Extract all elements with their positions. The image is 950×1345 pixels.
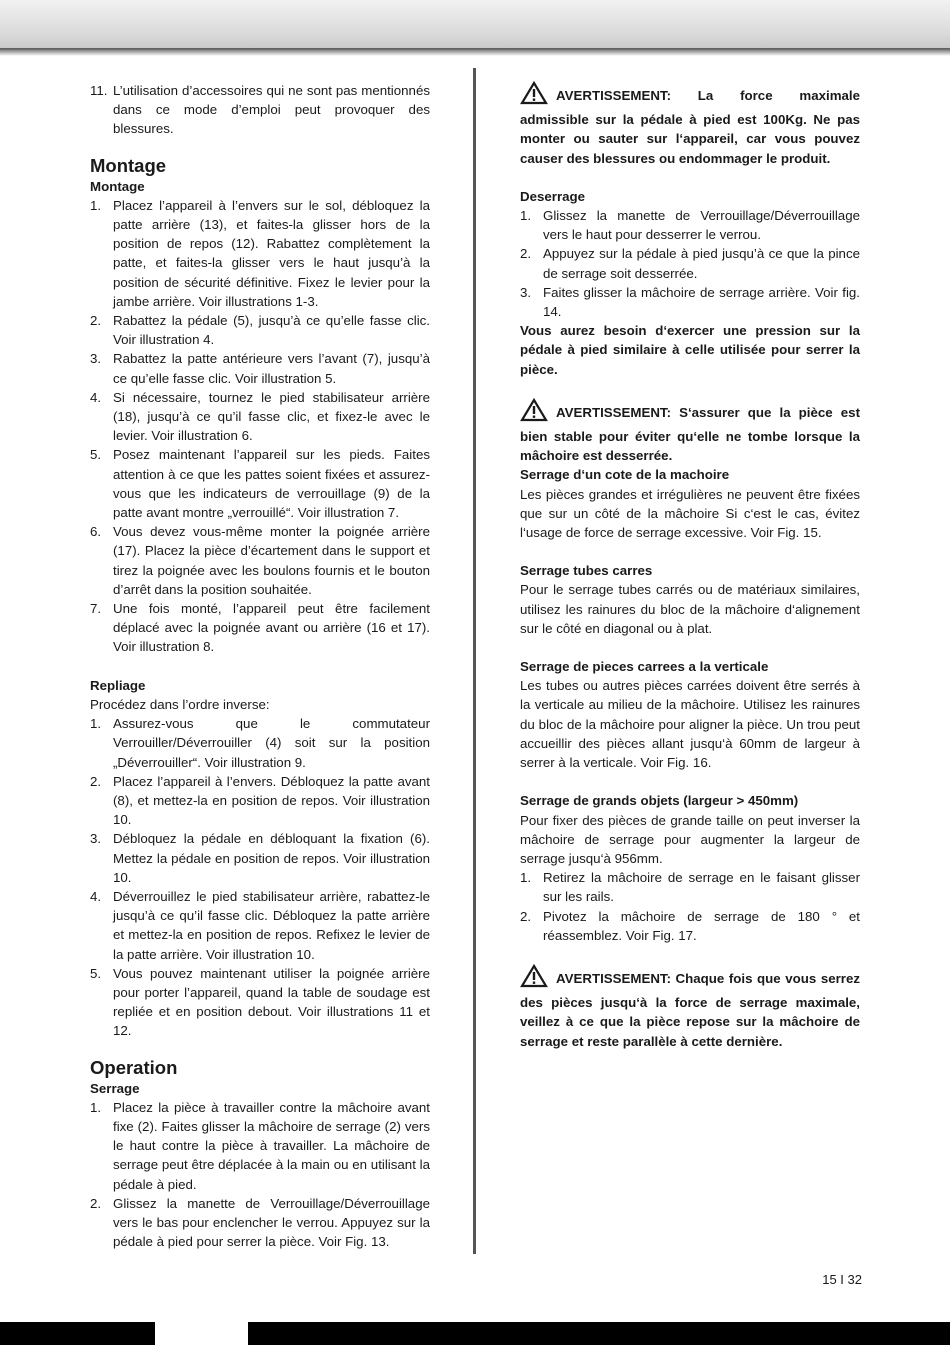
list-item: 1. Placez l’appareil à l’envers sur le sol, débloquez la patte arrière (13), et faites-la glisser hors de la position de repos (12). Rabattez complètement la patte, et faites-la glisser vers le haut jusqu’à la position de sécurité définitive. Fixez le levier pour la jambe arrière. Voir illustrations 1-3. (90, 197, 430, 309)
subheading-cote: Serrage d‘un cote de la machoire (520, 467, 730, 483)
repliage-list (90, 714, 430, 1040)
grands-list (520, 868, 860, 945)
list-item: 4. Déverrouillez le pied stabilisateur arrière, rabattez-le jusqu’à ce qu’il fasse clic. Débloquez la patte arrière et mettez-la en position de repos. Refixez le levier de la patte arrière. Voir illustration 10. (90, 888, 430, 962)
list-item: 1. Assurez-vous que le commutateur Verrouiller/Déverrouiller (4) soit sur la position „Déverrouiller“. Voir illustration 9. (90, 716, 430, 770)
list-item: 7. Une fois monté, l’appareil peut être facilement déplacé avec la poignée avant ou arrière (16 et 17). Voir illustration 8. (90, 601, 430, 655)
paragraph: Pour fixer des pièces de grande taille on peut inverser la mâchoire de serrage pour augmenter la largeur de serrage jusqu‘à 956mm. (520, 812, 860, 866)
serrage-list (90, 1098, 430, 1252)
list-item: 6. Vous devez vous-même monter la poignée arrière (17). Placez la pièce d’écartement dans le support et tirez la poignée avec les boulons fournis et le bouton d’arrêt dans la position souhaitée. (90, 524, 430, 597)
list-item: 2. Rabattez la pédale (5), jusqu’à ce qu’elle fasse clic. Voir illustration 4. (90, 313, 430, 348)
warning-block: AVERTISSEMENT: S‘assurer que la pièce est bien stable pour éviter qu‘elle ne tombe lorsque la mâchoire est desserrée. (520, 398, 860, 466)
list-item: 1. Placez la pièce à travailler contre la mâchoire avant fixe (2). Faites glisser la mâchoire de serrage (2) vers le haut contre la pièce à travailler. La mâchoire de serrage peut être déplacée à la main ou en utilisant la pédale à pied. (90, 1099, 430, 1192)
list-item: 5. Posez maintenant l’appareil sur les pieds. Faites attention à ce que les pattes soient fixées et assurez-vous que les indicateurs de verrouillage (9) de la patte avant montre „verrouillé“. Voir illustration 7. (90, 447, 430, 521)
list-item: 4. Si nécessaire, tournez le pied stabilisateur arrière (18), jusqu’à ce qu’il fasse clic, et fixez-le avec le levier. Voir illustration 6. (90, 389, 430, 444)
warning-block: AVERTISSEMENT: Chaque fois que vous serrez des pièces jusqu‘à la force de serrage maximale, veillez à ce que la pièce repose sur la mâchoire de serrage et reste parallèle à cette dernière. (520, 964, 860, 1051)
warning-triangle-icon (520, 964, 548, 993)
list-item: 11. L’utilisation d’accessoires qui ne sont pas mentionnés dans ce mode d’emploi peut provoquer des blessures. (90, 83, 430, 137)
list-item: 3. Rabattez la patte antérieure vers l’avant (7), jusqu’à ce qu’elle fasse clic. Voir illustration 5. (90, 351, 430, 386)
section-heading-operation: Operation (90, 1056, 178, 1078)
list-item: 1. Retirez la mâchoire de serrage en le faisant glisser sur les rails. (520, 870, 860, 905)
left-column (90, 81, 430, 1251)
list-item: 2. Glissez la manette de Verrouillage/Déverrouillage vers le bas pour enclencher le verrou. Appuyez sur la pédale à pied pour serrer la pièce. Voir Fig. 13. (90, 1195, 430, 1250)
list-item: 2. Placez l’appareil à l’envers. Débloquez la patte avant (8), et mettez-la en position de repos. Voir illustration 10. (90, 773, 430, 828)
list-item: 3. Débloquez la pédale en débloquant la fixation (6). Mettez la pédale en position de repos. Voir illustration 10. (90, 831, 430, 885)
subheading-repliage: Repliage (90, 677, 146, 693)
header-bar (0, 0, 950, 50)
list-item: 2. Pivotez la mâchoire de serrage de 180 ° et réassemblez. Voir Fig. 17. (520, 908, 860, 943)
paragraph: Pour le serrage tubes carrés ou de matériaux similaires, utilisez les rainures du bloc de la mâchoire d‘alignement sur le côté en diagonal ou à plat. (520, 582, 860, 636)
list-item: 5. Vous pouvez maintenant utiliser la poignée arrière pour porter l’appareil, quand la table de soudage est repliée et en position debout. Voir illustrations 11 et 12. (90, 965, 430, 1039)
subheading-verticale: Serrage de pieces carrees a la verticale (520, 659, 769, 675)
intro-list (90, 81, 430, 139)
page-number: 15 I 32 (822, 1272, 862, 1287)
paragraph: Les tubes ou autres pièces carrées doivent être serrés à la verticale au milieu de la mâchoire. Utilisez les rainures du bloc de la mâchoire pour aligner la pièce. Un trou peut accueillir des pièces allant jusqu‘à 60mm de largeur à serrer à la verticale. Voir Fig. 16. (520, 678, 860, 771)
right-column (520, 81, 860, 1051)
header-shadow (0, 48, 950, 56)
column-divider (473, 68, 476, 1254)
subheading-tubes: Serrage tubes carres (520, 563, 653, 579)
warning-block: AVERTISSEMENT: La force maximale admissible sur la pédale à pied est 100Kg. Ne pas monter ou sauter sur l‘appareil, car vous pouvez causer des blessures ou endommager le produit. (520, 81, 860, 168)
list-item: 2. Appuyez sur la pédale à pied jusqu’à ce que la pince de serrage soit desserrée. (520, 246, 860, 281)
warning-triangle-icon (520, 81, 548, 110)
montage-list (90, 196, 430, 657)
warning-triangle-icon (520, 398, 548, 427)
subheading-serrage: Serrage (90, 1080, 140, 1096)
list-item: 3. Faites glisser la mâchoire de serrage arrière. Voir fig. 14. (520, 284, 860, 320)
paragraph: Les pièces grandes et irrégulières ne peuvent être fixées que sur un côté de la mâchoire Si c‘est le cas, évitez l‘usage de force de serrage excessive. Voir Fig. 15. (520, 486, 860, 541)
footer-bar-gap (155, 1322, 248, 1345)
subheading-grands: Serrage de grands objets (largeur > 450mm) (520, 793, 799, 809)
section-heading-montage: Montage (90, 154, 167, 176)
deserrage-note: Vous aurez besoin d‘exercer une pression sur la pédale à pied similaire à celle utilisée pour serrer la pièce. (520, 323, 860, 377)
list-item: 1. Glissez la manette de Verrouillage/Déverrouillage vers le haut pour desserrer le verrou. (520, 208, 860, 243)
footer-bar (0, 1322, 950, 1345)
repliage-intro: Procédez dans l’ordre inverse: (90, 696, 270, 712)
deserrage-list (520, 206, 860, 321)
subheading-deserrage: Deserrage (520, 188, 586, 204)
subheading-montage: Montage (90, 178, 145, 194)
